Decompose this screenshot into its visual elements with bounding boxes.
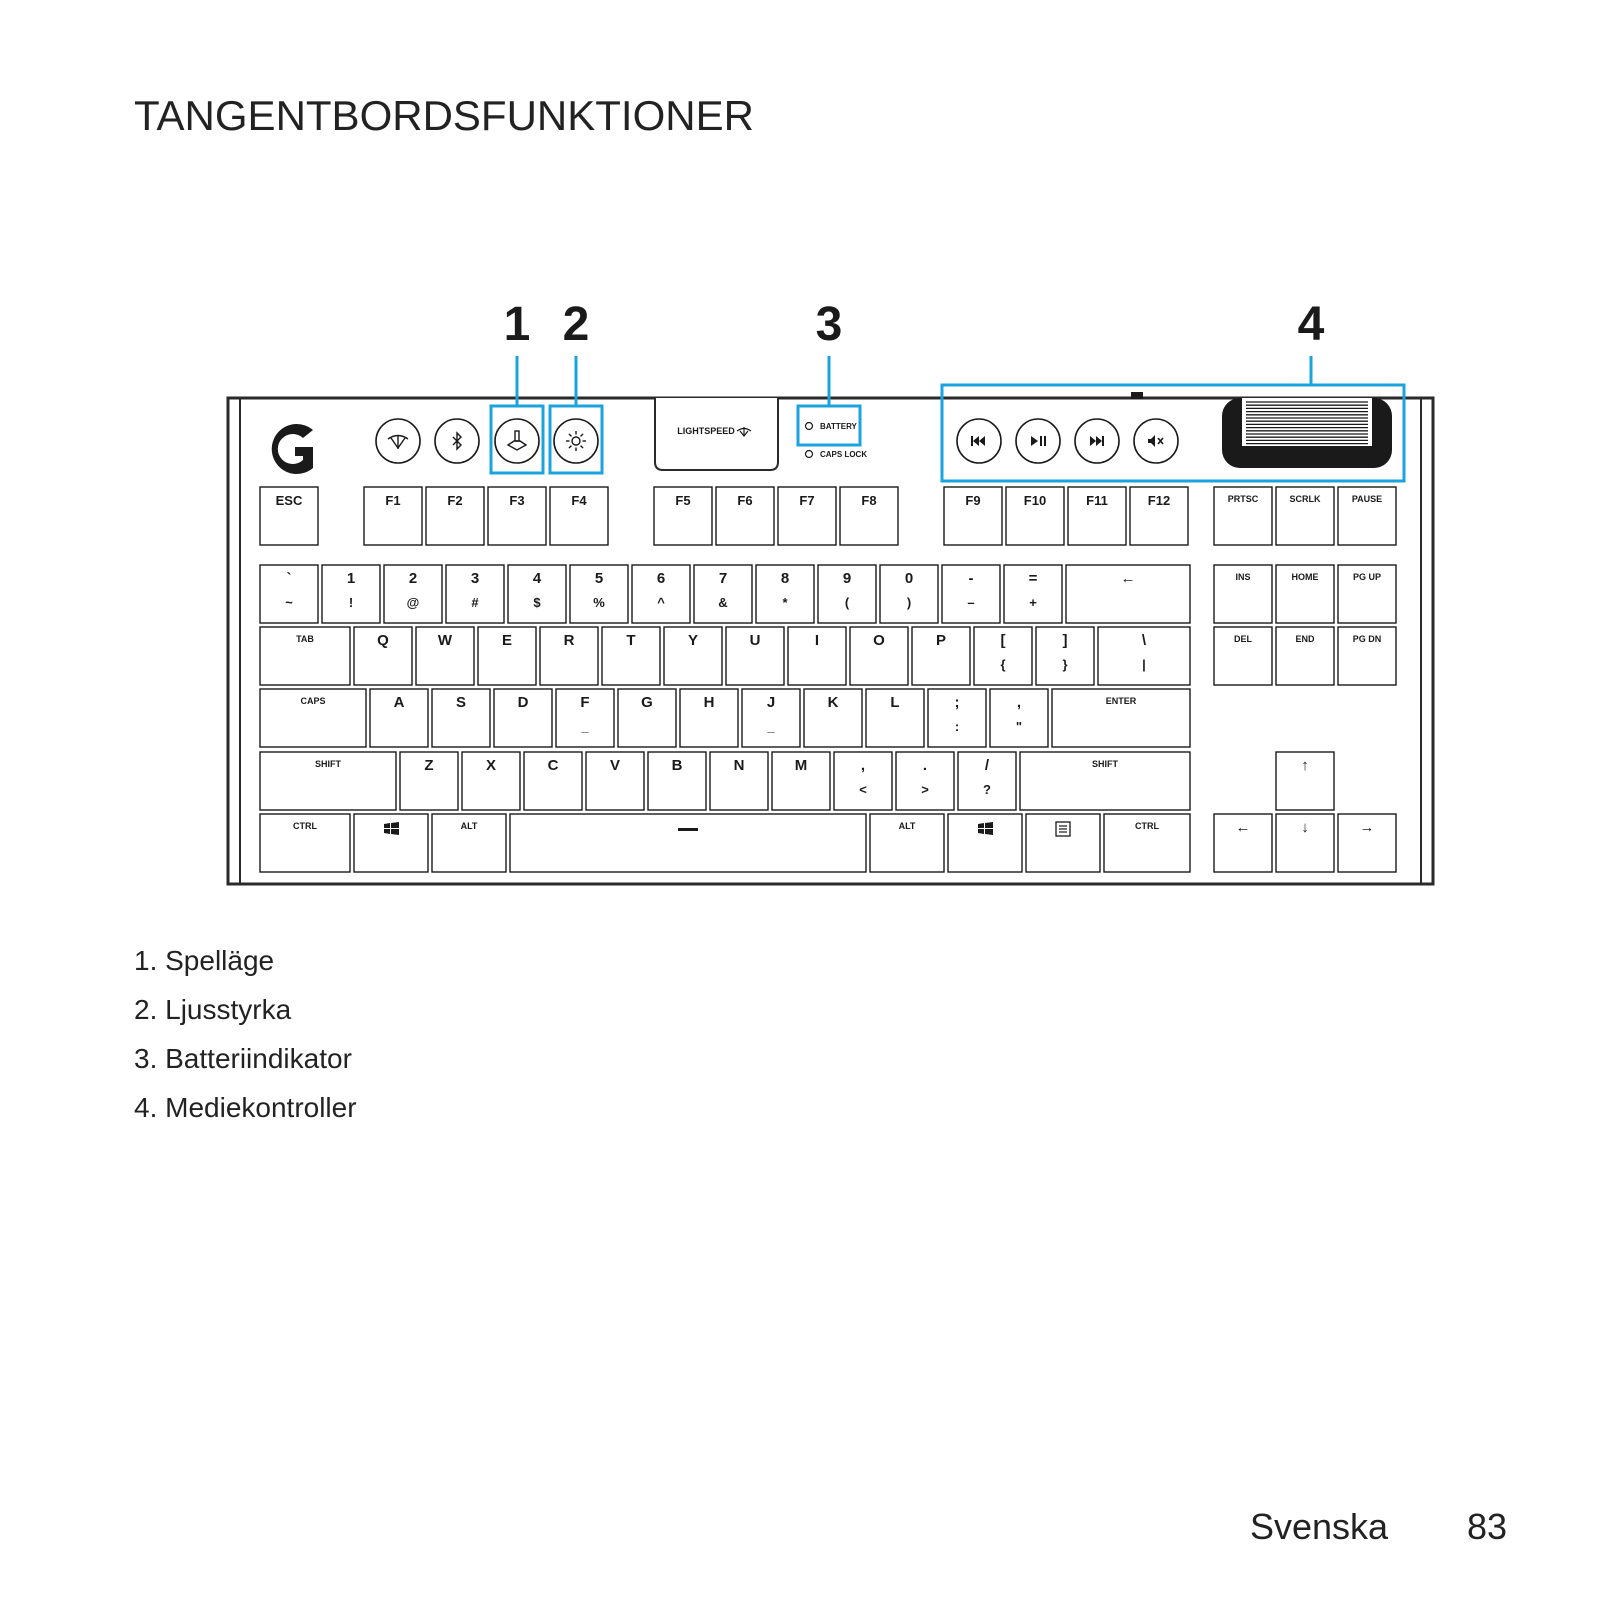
- key-label: [: [1000, 632, 1006, 649]
- key-[interactable]: [1338, 814, 1396, 872]
- key-tab[interactable]: [260, 627, 350, 685]
- key-z[interactable]: [400, 752, 458, 810]
- key-p[interactable]: [912, 627, 970, 685]
- key-label: A: [393, 694, 405, 711]
- key-ctrl[interactable]: [260, 814, 350, 872]
- key-m[interactable]: [772, 752, 830, 810]
- mute-button[interactable]: [1134, 419, 1178, 463]
- key-label: CAPS: [300, 696, 326, 706]
- key-pg-up[interactable]: [1338, 565, 1396, 623]
- key-label: ↓: [1301, 819, 1309, 836]
- key-win-icon[interactable]: [354, 814, 428, 872]
- key-label: ALT: [898, 821, 916, 831]
- key-label: PAUSE: [1351, 494, 1383, 504]
- footer-language: Svenska: [1250, 1506, 1389, 1547]
- key-u[interactable]: [726, 627, 784, 685]
- key-label: F8: [861, 493, 877, 508]
- key-f9[interactable]: [944, 487, 1002, 545]
- key-label: 7: [718, 570, 728, 587]
- key-1[interactable]: [322, 565, 380, 623]
- key-shift[interactable]: [1020, 752, 1190, 810]
- key-f11[interactable]: [1068, 487, 1126, 545]
- key-label: C: [547, 757, 559, 774]
- key-f[interactable]: [556, 689, 614, 747]
- key-label: 8: [780, 570, 790, 587]
- key-label: =: [1028, 570, 1038, 587]
- key-label: I: [814, 632, 820, 649]
- key-sublabel: {: [1000, 657, 1006, 672]
- key-a[interactable]: [370, 689, 428, 747]
- key-caps[interactable]: [260, 689, 366, 747]
- key-label: PRTSC: [1227, 494, 1259, 504]
- key-[interactable]: [510, 814, 866, 872]
- key-t[interactable]: [602, 627, 660, 685]
- key-scrlk[interactable]: [1276, 487, 1334, 545]
- key-sublabel: *: [782, 595, 788, 610]
- key-sublabel: _: [767, 719, 775, 734]
- next-track-button[interactable]: [1075, 419, 1119, 463]
- key-f7[interactable]: [778, 487, 836, 545]
- key-del[interactable]: [1214, 627, 1272, 685]
- key-sublabel: +: [1029, 595, 1037, 610]
- key-sublabel: ^: [657, 595, 665, 610]
- lightspeed-label: LIGHTSPEED: [677, 426, 735, 436]
- key-f1[interactable]: [364, 487, 422, 545]
- key-label: ]: [1062, 632, 1068, 649]
- key-pause[interactable]: [1338, 487, 1396, 545]
- callout-number-1: 1: [503, 298, 531, 351]
- key-label: M: [794, 757, 808, 774]
- key-label: .: [922, 757, 928, 774]
- key-shift[interactable]: [260, 752, 396, 810]
- key-sublabel: ?: [983, 782, 991, 797]
- key-label: F7: [799, 493, 815, 508]
- key-h[interactable]: [680, 689, 738, 747]
- key-label: F6: [737, 493, 753, 508]
- key-f10[interactable]: [1006, 487, 1064, 545]
- key-[interactable]: [1036, 627, 1094, 685]
- key-label: Y: [687, 632, 699, 649]
- key-f6[interactable]: [716, 487, 774, 545]
- key-sublabel: }: [1062, 657, 1068, 672]
- key-sublabel: (: [844, 595, 850, 610]
- key-[interactable]: [896, 752, 954, 810]
- key-label: 3: [470, 570, 480, 587]
- key-[interactable]: [260, 565, 318, 623]
- key-label: 6: [656, 570, 666, 587]
- key-label: Q: [377, 632, 389, 649]
- key-i[interactable]: [788, 627, 846, 685]
- key-label: `: [286, 570, 292, 587]
- key-f5[interactable]: [654, 487, 712, 545]
- key-end[interactable]: [1276, 627, 1334, 685]
- key-enter[interactable]: [1052, 689, 1190, 747]
- key-label: HOME: [1291, 572, 1319, 582]
- key-label: F11: [1086, 493, 1108, 508]
- key-4[interactable]: [508, 565, 566, 623]
- key-label: ←: [1120, 570, 1136, 587]
- key-sublabel: :: [954, 719, 960, 734]
- key-f12[interactable]: [1130, 487, 1188, 545]
- key-sublabel: –: [967, 595, 975, 610]
- key-label: ↑: [1301, 757, 1309, 774]
- key-label: CTRL: [1135, 821, 1159, 831]
- key-label: PG UP: [1352, 572, 1382, 582]
- key-g[interactable]: [618, 689, 676, 747]
- key-f4[interactable]: [550, 487, 608, 545]
- key-pg-dn[interactable]: [1338, 627, 1396, 685]
- key-label: F4: [571, 493, 587, 508]
- key-label: L: [890, 694, 900, 711]
- key-6[interactable]: [632, 565, 690, 623]
- key-l[interactable]: [866, 689, 924, 747]
- battery-label: BATTERY: [820, 422, 857, 431]
- key-label: U: [749, 632, 761, 649]
- key-label: 1: [346, 570, 356, 587]
- key-label: S: [455, 694, 467, 711]
- lightspeed-button[interactable]: [376, 419, 420, 463]
- key-label: F9: [965, 493, 981, 508]
- key-sublabel: !: [348, 595, 354, 610]
- key-label: G: [641, 694, 653, 711]
- key-label: ,: [1016, 694, 1022, 711]
- key-label: 4: [532, 570, 542, 587]
- volume-roller[interactable]: [1222, 398, 1392, 468]
- key-label: F: [580, 694, 590, 711]
- key-7[interactable]: [694, 565, 752, 623]
- key-label: ←: [1235, 819, 1251, 836]
- key-v[interactable]: [586, 752, 644, 810]
- brightness-button[interactable]: [554, 419, 598, 463]
- key-prtsc[interactable]: [1214, 487, 1272, 545]
- key-label: PG DN: [1352, 634, 1382, 644]
- key-label: INS: [1235, 572, 1251, 582]
- key-label: ENTER: [1105, 696, 1137, 706]
- key-sublabel: <: [859, 782, 867, 797]
- key-9[interactable]: [818, 565, 876, 623]
- key-label: T: [626, 632, 636, 649]
- legend-item-game-mode: 1. Spelläge: [134, 945, 275, 976]
- key-label: TAB: [296, 634, 314, 644]
- key-label: 9: [842, 570, 852, 587]
- key-label: -: [968, 570, 974, 587]
- key-sublabel: %: [593, 595, 605, 610]
- key-esc[interactable]: [260, 487, 318, 545]
- key-label: ALT: [460, 821, 478, 831]
- key-label: \: [1141, 632, 1147, 649]
- key-n[interactable]: [710, 752, 768, 810]
- key-r[interactable]: [540, 627, 598, 685]
- callout-number-2: 2: [562, 298, 590, 351]
- key-label: F3: [509, 493, 525, 508]
- key-[interactable]: [1214, 814, 1272, 872]
- key-sublabel: >: [921, 782, 929, 797]
- key-label: Z: [424, 757, 434, 774]
- key-label: K: [827, 694, 839, 711]
- legend-item-brightness: 2. Ljusstyrka: [134, 994, 292, 1025]
- key-w[interactable]: [416, 627, 474, 685]
- key-b[interactable]: [648, 752, 706, 810]
- key-label: R: [563, 632, 575, 649]
- key-alt[interactable]: [432, 814, 506, 872]
- key-[interactable]: [990, 689, 1048, 747]
- key-label: E: [501, 632, 513, 649]
- key-menu-icon[interactable]: [1026, 814, 1100, 872]
- key-y[interactable]: [664, 627, 722, 685]
- key-[interactable]: [1276, 814, 1334, 872]
- key-label: P: [935, 632, 947, 649]
- key-label: ,: [860, 757, 866, 774]
- key-home[interactable]: [1276, 565, 1334, 623]
- key-f2[interactable]: [426, 487, 484, 545]
- key-sublabel: @: [406, 595, 420, 610]
- key-[interactable]: [1098, 627, 1190, 685]
- key-label: /: [984, 757, 990, 774]
- key-sublabel: |: [1142, 657, 1146, 672]
- key-[interactable]: [974, 627, 1032, 685]
- key-j[interactable]: [742, 689, 800, 747]
- page-title: TANGENTBORDSFUNKTIONER: [134, 92, 754, 139]
- capslock-label: CAPS LOCK: [820, 450, 868, 459]
- key-label: O: [873, 632, 885, 649]
- key-win-icon[interactable]: [948, 814, 1022, 872]
- key-label: SCRLK: [1289, 494, 1321, 504]
- key-5[interactable]: [570, 565, 628, 623]
- key-label: F10: [1023, 493, 1047, 508]
- key-[interactable]: [1004, 565, 1062, 623]
- key-[interactable]: [942, 565, 1000, 623]
- callout-number-4: 4: [1297, 298, 1325, 351]
- legend-list: [134, 945, 357, 1141]
- key-d[interactable]: [494, 689, 552, 747]
- key-ctrl[interactable]: [1104, 814, 1190, 872]
- key-q[interactable]: [354, 627, 412, 685]
- play-pause-button[interactable]: [1016, 419, 1060, 463]
- key-k[interactable]: [804, 689, 862, 747]
- key-sublabel: _: [581, 719, 589, 734]
- key-2[interactable]: [384, 565, 442, 623]
- key-label: →: [1359, 819, 1375, 836]
- key-label: V: [609, 757, 621, 774]
- key-label: ;: [954, 694, 960, 711]
- legend-item-media: 4. Mediekontroller: [134, 1092, 357, 1123]
- key-x[interactable]: [462, 752, 520, 810]
- key-f3[interactable]: [488, 487, 546, 545]
- key-label: ESC: [275, 493, 303, 508]
- dongle-slot: [1131, 392, 1143, 399]
- key-label: DEL: [1234, 634, 1252, 644]
- key-3[interactable]: [446, 565, 504, 623]
- key-sublabel: ": [1015, 719, 1023, 734]
- key-label: SHIFT: [315, 759, 341, 769]
- key-label: END: [1295, 634, 1315, 644]
- key-[interactable]: [958, 752, 1016, 810]
- key-ins[interactable]: [1214, 565, 1272, 623]
- key-label: 2: [408, 570, 418, 587]
- key-label: B: [671, 757, 683, 774]
- game-mode-button[interactable]: [495, 419, 539, 463]
- legend-item-battery: 3. Batteriindikator: [134, 1043, 352, 1074]
- key-label: H: [703, 694, 715, 711]
- key-0[interactable]: [880, 565, 938, 623]
- key-sublabel: #: [471, 595, 479, 610]
- key-alt[interactable]: [870, 814, 944, 872]
- key-label: F5: [675, 493, 691, 508]
- key-[interactable]: [928, 689, 986, 747]
- key-[interactable]: [1066, 565, 1190, 623]
- key-sublabel: ~: [285, 595, 293, 610]
- key-f8[interactable]: [840, 487, 898, 545]
- key-label: F2: [447, 493, 463, 508]
- key-label: D: [517, 694, 529, 711]
- key-label: X: [485, 757, 497, 774]
- bluetooth-button[interactable]: [435, 419, 479, 463]
- page-number: 83: [1467, 1506, 1508, 1547]
- key-8[interactable]: [756, 565, 814, 623]
- key-label: J: [766, 694, 776, 711]
- key-sublabel: $: [533, 595, 541, 610]
- key-label: F12: [1147, 493, 1171, 508]
- key-[interactable]: [834, 752, 892, 810]
- key-[interactable]: [1276, 752, 1334, 810]
- key-label: CTRL: [293, 821, 317, 831]
- key-e[interactable]: [478, 627, 536, 685]
- key-label: W: [437, 632, 453, 649]
- key-sublabel: &: [718, 595, 728, 610]
- key-label: 0: [904, 570, 914, 587]
- key-o[interactable]: [850, 627, 908, 685]
- callout-number-3: 3: [815, 298, 843, 351]
- key-label: SHIFT: [1092, 759, 1118, 769]
- key-c[interactable]: [524, 752, 582, 810]
- key-sublabel: ): [906, 595, 912, 610]
- key-label: 5: [594, 570, 604, 587]
- key-label: F1: [385, 493, 401, 508]
- key-s[interactable]: [432, 689, 490, 747]
- previous-track-button[interactable]: [957, 419, 1001, 463]
- key-label: N: [733, 757, 745, 774]
